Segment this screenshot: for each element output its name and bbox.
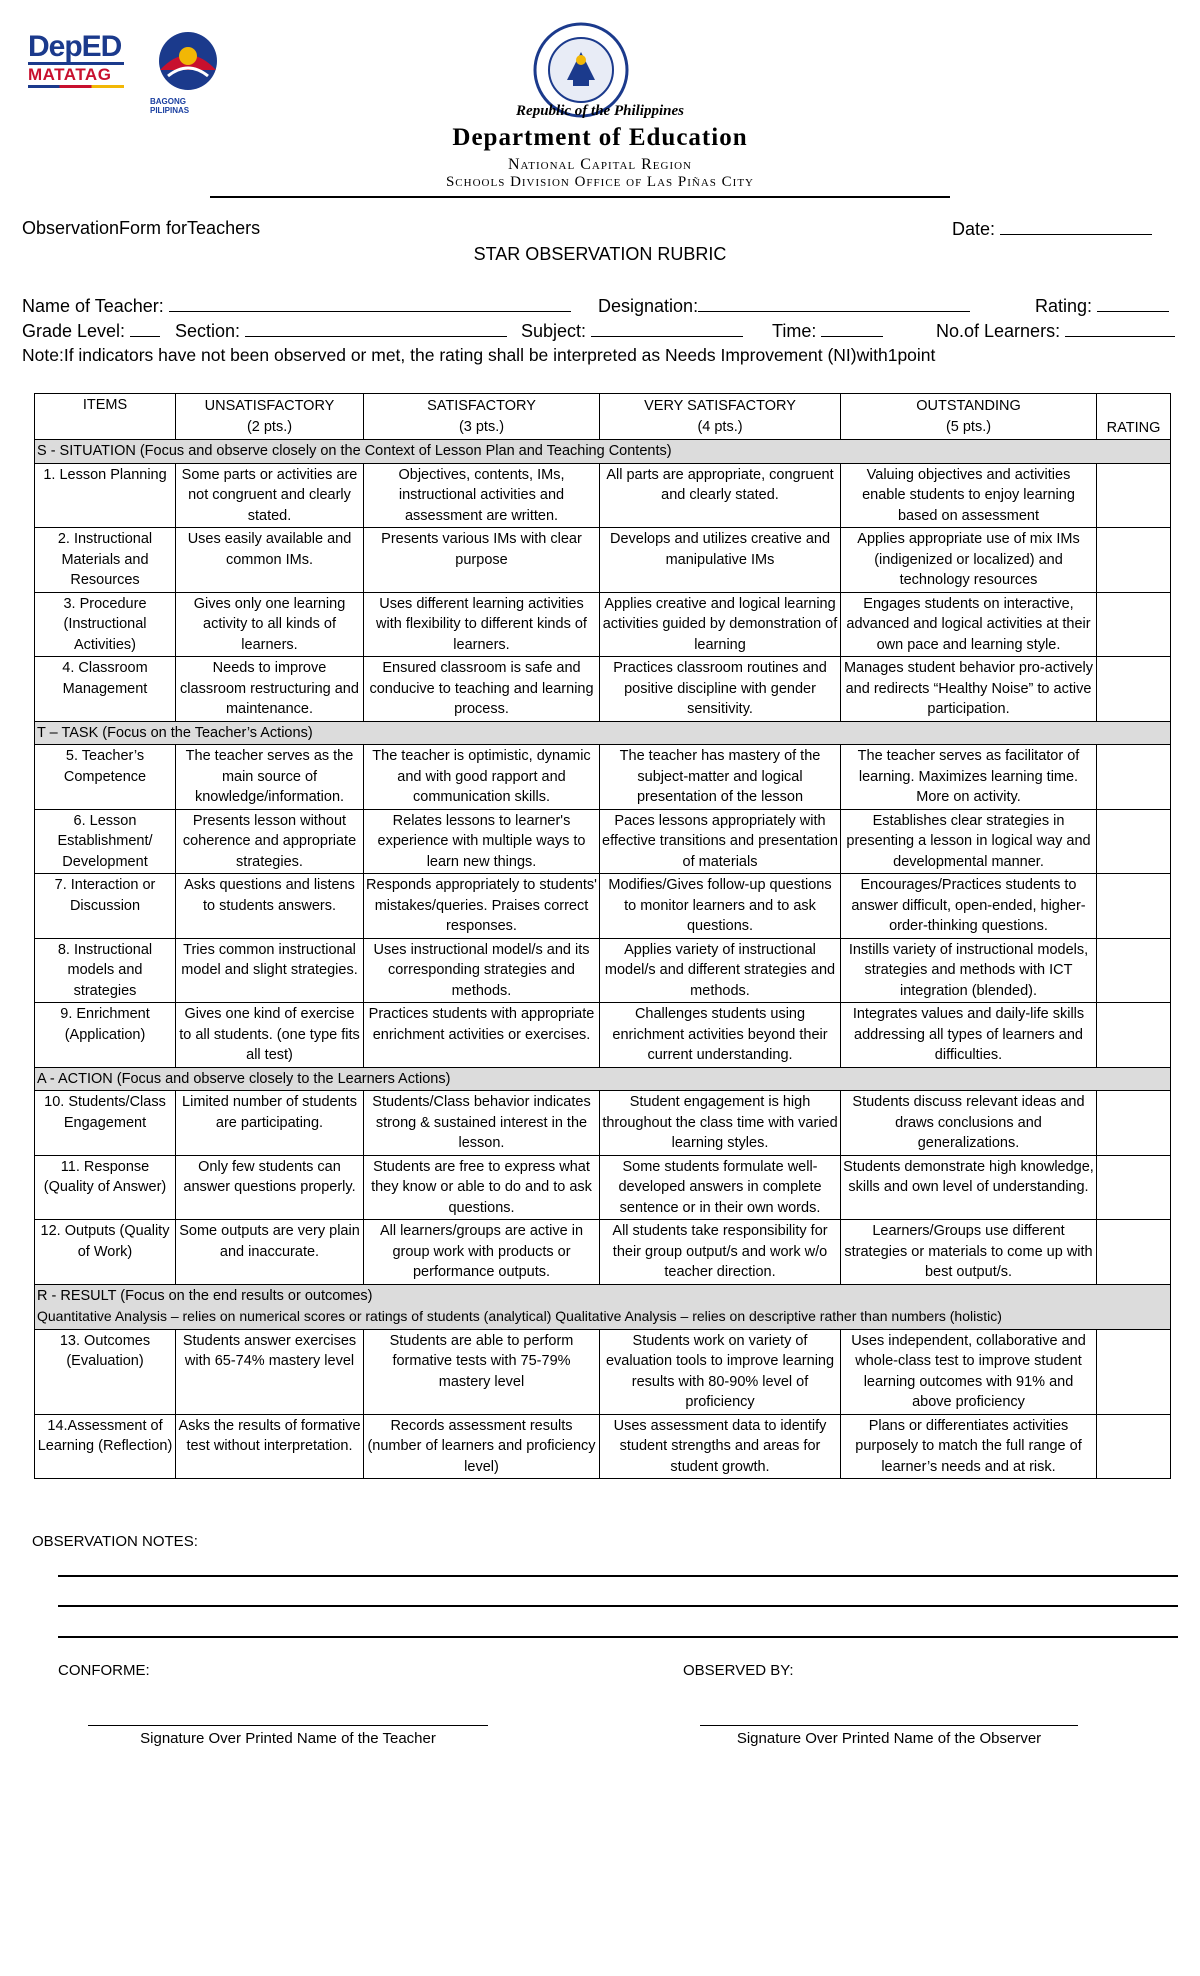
very-satisfactory-cell: Develops and utilizes creative and manipulative IMs — [600, 528, 841, 593]
bagong-pilipinas-emblem-icon — [150, 30, 226, 92]
very-satisfactory-cell: Paces lessons appropriately with effective transitions and presentation of materials — [600, 809, 841, 874]
rating-cell[interactable] — [1097, 1091, 1171, 1156]
unsatisfactory-cell: Asks the results of formative test without interpretation. — [176, 1414, 364, 1479]
very-satisfactory-cell: Challenges students using enrichment activities beyond their current understanding. — [600, 1003, 841, 1068]
header-republic: Republic of the Philippines — [516, 103, 684, 119]
very-satisfactory-cell: All parts are appropriate, congruent and clearly stated. — [600, 463, 841, 528]
satisfactory-cell: Objectives, contents, IMs, instructional activities and assessment are written. — [364, 463, 600, 528]
rating-cell[interactable] — [1097, 1329, 1171, 1414]
rating-cell[interactable] — [1097, 745, 1171, 810]
satisfactory-cell: Presents various IMs with clear purpose — [364, 528, 600, 593]
observer-signature-line[interactable] — [700, 1725, 1078, 1726]
col-header-outstanding: OUTSTANDING (5 pts.) — [841, 394, 1097, 440]
grade-level-blank[interactable] — [130, 320, 160, 337]
outstanding-cell: Valuing objectives and activities enable students to enjoy learning based on assessment — [841, 463, 1097, 528]
deped-logo-text: DepED — [28, 30, 122, 63]
unsatisfactory-cell: The teacher serves as the main source of knowledge/information. — [176, 745, 364, 810]
unsatisfactory-cell: Uses easily available and common IMs. — [176, 528, 364, 593]
teacher-name-label: Name of Teacher: — [22, 296, 164, 316]
header-rule — [210, 196, 950, 198]
matatag-tricolor-bar — [28, 85, 124, 88]
rubric-table — [34, 393, 1171, 1479]
very-satisfactory-cell: Some students formulate well-developed answers in complete sentence or in their own words. — [600, 1155, 841, 1220]
item-cell: 13. Outcomes (Evaluation) — [35, 1329, 176, 1414]
table-row — [35, 874, 1171, 939]
table-row — [35, 528, 1171, 593]
item-cell: 4. Classroom Management — [35, 657, 176, 722]
unsatisfactory-cell: Tries common instructional model and slight strategies. — [176, 938, 364, 1003]
table-row — [35, 657, 1171, 722]
unsatisfactory-cell: Asks questions and listens to students answers. — [176, 874, 364, 939]
section-field[interactable] — [175, 320, 507, 342]
section-result-title: R - RESULT (Focus on the end results or outcomes) — [37, 1287, 373, 1304]
rating-field[interactable] — [1035, 295, 1169, 317]
satisfactory-cell: Students are free to express what they know or able to do and to ask questions. — [364, 1155, 600, 1220]
item-cell: 9. Enrichment (Application) — [35, 1003, 176, 1068]
item-cell: 2. Instructional Materials and Resources — [35, 528, 176, 593]
subject-field[interactable] — [521, 320, 743, 342]
teacher-signature-caption: Signature Over Printed Name of the Teacher — [140, 1730, 436, 1747]
date-field[interactable] — [952, 218, 1152, 240]
unsatisfactory-cell: Only few students can answer questions properly. — [176, 1155, 364, 1220]
rating-cell[interactable] — [1097, 1003, 1171, 1068]
item-cell: 1. Lesson Planning — [35, 463, 176, 528]
learners-blank[interactable] — [1065, 320, 1175, 337]
rating-cell[interactable] — [1097, 809, 1171, 874]
very-satisfactory-cell: The teacher has mastery of the subject-matter and logical presentation of the lesson — [600, 745, 841, 810]
section-row-situation — [35, 440, 1171, 464]
very-satisfactory-cell: Uses assessment data to identify student strengths and areas for student growth. — [600, 1414, 841, 1479]
outstanding-cell: Manages student behavior pro-actively and redirects “Healthy Noise” to active participation. — [841, 657, 1097, 722]
item-cell: 12. Outputs (Quality of Work) — [35, 1220, 176, 1285]
bagong-pilipinas-logo — [150, 30, 226, 115]
observer-signature-caption: Signature Over Printed Name of the Observer — [736, 1730, 1042, 1747]
form-title: ObservationForm forTeachers — [22, 218, 261, 238]
very-satisfactory-cell: All students take responsibility for their group output/s and work w/o teacher direction. — [600, 1220, 841, 1285]
satisfactory-cell: The teacher is optimistic, dynamic and with good rapport and communication skills. — [364, 745, 600, 810]
item-cell: 11. Response (Quality of Answer) — [35, 1155, 176, 1220]
col-header-unsatisfactory: UNSATISFACTORY (2 pts.) — [176, 394, 364, 440]
very-satisfactory-cell: Student engagement is high throughout the class time with varied learning styles. — [600, 1091, 841, 1156]
rating-cell[interactable] — [1097, 657, 1171, 722]
time-blank[interactable] — [821, 320, 883, 337]
notes-line-3[interactable] — [58, 1636, 1178, 1638]
deped-matatag-logo — [28, 30, 158, 98]
table-row — [35, 1155, 1171, 1220]
teacher-name-field[interactable] — [22, 295, 571, 317]
rubric-title: STAR OBSERVATION RUBRIC — [473, 244, 727, 264]
table-row — [35, 1003, 1171, 1068]
section-row-action — [35, 1067, 1171, 1091]
item-cell: 5. Teacher’s Competence — [35, 745, 176, 810]
col-header-satisfactory: SATISFACTORY (3 pts.) — [364, 394, 600, 440]
unsatisfactory-cell: Some parts or activities are not congruent and clearly stated. — [176, 463, 364, 528]
conforme-label: CONFORME: — [58, 1662, 150, 1679]
satisfactory-cell: All learners/groups are active in group work with products or performance outputs. — [364, 1220, 600, 1285]
teacher-signature-line[interactable] — [88, 1725, 488, 1726]
table-row — [35, 1329, 1171, 1414]
table-row — [35, 1091, 1171, 1156]
rating-cell[interactable] — [1097, 1414, 1171, 1479]
rating-cell[interactable] — [1097, 1220, 1171, 1285]
header-region: National Capital Region — [508, 156, 692, 173]
rating-blank[interactable] — [1097, 295, 1169, 312]
outstanding-cell: Students discuss relevant ideas and draws conclusions and generalizations. — [841, 1091, 1097, 1156]
header-department: Department of Education — [452, 124, 748, 151]
section-action: A - ACTION (Focus and observe closely to the Learners Actions) — [35, 1067, 1171, 1091]
learners-label: No.of Learners: — [936, 321, 1061, 341]
item-cell: 8. Instructional models and strategies — [35, 938, 176, 1003]
col-header-very-satisfactory: VERY SATISFACTORY (4 pts.) — [600, 394, 841, 440]
very-satisfactory-cell: Applies variety of instructional model/s and different strategies and methods. — [600, 938, 841, 1003]
item-cell: 3. Procedure (Instructional Activities) — [35, 592, 176, 657]
satisfactory-cell: Records assessment results (number of learners and proficiency level) — [364, 1414, 600, 1479]
table-row — [35, 745, 1171, 810]
bagong-pilipinas-text: BAGONG PILIPINAS — [150, 97, 190, 115]
time-field[interactable] — [772, 320, 883, 342]
designation-blank[interactable] — [698, 295, 970, 312]
outstanding-cell: Plans or differentiates activities purposely to match the full range of learner’s needs and at risk. — [841, 1414, 1097, 1479]
rating-cell[interactable] — [1097, 1155, 1171, 1220]
unsatisfactory-cell: Gives one kind of exercise to all students. (one type fits all test) — [176, 1003, 364, 1068]
section-label: Section: — [175, 321, 241, 341]
very-satisfactory-cell: Modifies/Gives follow-up questions to monitor learners and to ask questions. — [600, 874, 841, 939]
col-header-items: ITEMS — [35, 394, 176, 440]
section-task: T – TASK (Focus on the Teacher’s Actions) — [35, 721, 1171, 745]
observed-by-label: OBSERVED BY: — [683, 1662, 794, 1679]
table-row — [35, 809, 1171, 874]
table-row — [35, 592, 1171, 657]
table-row — [35, 463, 1171, 528]
satisfactory-cell: Uses different learning activities with flexibility to different kinds of learners. — [364, 592, 600, 657]
very-satisfactory-cell: Students work on variety of evaluation tools to improve learning results with 80-90% level of proficiency — [600, 1329, 841, 1414]
satisfactory-cell: Uses instructional model/s and its corresponding strategies and methods. — [364, 938, 600, 1003]
rating-note: Note:If indicators have not been observed or met, the rating shall be interpreted as Needs Improvement (NI)with1point — [22, 345, 936, 365]
section-blank[interactable] — [245, 320, 507, 337]
teacher-name-blank[interactable] — [169, 295, 571, 312]
satisfactory-cell: Practices students with appropriate enrichment activities or exercises. — [364, 1003, 600, 1068]
grade-level-label: Grade Level: — [22, 321, 126, 341]
rating-cell[interactable] — [1097, 463, 1171, 528]
outstanding-cell: Applies appropriate use of mix IMs (indigenized or localized) and technology resources — [841, 528, 1097, 593]
satisfactory-cell: Responds appropriately to students' mistakes/queries. Praises correct responses. — [364, 874, 600, 939]
table-row — [35, 938, 1171, 1003]
unsatisfactory-cell: Students answer exercises with 65-74% mastery level — [176, 1329, 364, 1414]
satisfactory-cell: Students are able to perform formative tests with 75-79% mastery level — [364, 1329, 600, 1414]
date-blank[interactable] — [1000, 218, 1152, 235]
section-row-task — [35, 721, 1171, 745]
unsatisfactory-cell: Limited number of students are participating. — [176, 1091, 364, 1156]
item-cell: 7. Interaction or Discussion — [35, 874, 176, 939]
outstanding-cell: Instills variety of instructional models, strategies and methods with ICT integration (blended). — [841, 938, 1097, 1003]
designation-field[interactable] — [598, 295, 970, 317]
table-row — [35, 1414, 1171, 1479]
table-header-row — [35, 394, 1171, 440]
very-satisfactory-cell: Practices classroom routines and positive discipline with gender sensitivity. — [600, 657, 841, 722]
unsatisfactory-cell: Presents lesson without coherence and appropriate strategies. — [176, 809, 364, 874]
time-label: Time: — [772, 321, 817, 341]
outstanding-cell: The teacher serves as facilitator of learning. Maximizes learning time. More on activity. — [841, 745, 1097, 810]
subject-blank[interactable] — [591, 320, 743, 337]
notes-line-1[interactable] — [58, 1575, 1178, 1577]
subject-label: Subject: — [521, 321, 587, 341]
outstanding-cell: Engages students on interactive, advanced and logical activities at their own pace and learning style. — [841, 592, 1097, 657]
rating-cell[interactable] — [1097, 874, 1171, 939]
very-satisfactory-cell: Applies creative and logical learning activities guided by demonstration of learning — [600, 592, 841, 657]
unsatisfactory-cell: Needs to improve classroom restructuring and maintenance. — [176, 657, 364, 722]
item-cell: 6. Lesson Establishment/ Development — [35, 809, 176, 874]
outstanding-cell: Uses independent, collaborative and whole-class test to improve student learning outcomes with 91% and above proficiency — [841, 1329, 1097, 1414]
rating-cell[interactable] — [1097, 528, 1171, 593]
rating-label: Rating: — [1035, 296, 1093, 316]
item-cell: 14.Assessment of Learning (Reflection) — [35, 1414, 176, 1479]
notes-line-2[interactable] — [58, 1605, 1178, 1607]
section-situation: S - SITUATION (Focus and observe closely on the Context of Lesson Plan and Teaching Contents) — [35, 440, 1171, 464]
outstanding-cell: Learners/Groups use different strategies or materials to come up with best output/s. — [841, 1220, 1097, 1285]
outstanding-cell: Students demonstrate high knowledge, skills and own level of understanding. — [841, 1155, 1097, 1220]
section-row-result — [35, 1284, 1171, 1329]
learners-field[interactable] — [936, 320, 1175, 342]
item-cell: 10. Students/Class Engagement — [35, 1091, 176, 1156]
section-result — [35, 1284, 1171, 1329]
satisfactory-cell: Ensured classroom is safe and conducive to teaching and learning process. — [364, 657, 600, 722]
satisfactory-cell: Relates lessons to learner's experience with multiple ways to learn new things. — [364, 809, 600, 874]
col-header-rating: RATING — [1097, 394, 1171, 440]
outstanding-cell: Establishes clear strategies in presenting a lesson in logical way and developmental manner. — [841, 809, 1097, 874]
grade-level-field[interactable] — [22, 320, 160, 342]
header-division: Schools Division Office of Las Piñas City — [445, 174, 755, 190]
designation-label: Designation: — [598, 296, 699, 316]
matatag-logo-text: MATATAG — [28, 65, 112, 84]
observation-notes-label: OBSERVATION NOTES: — [32, 1533, 198, 1550]
table-row — [35, 1220, 1171, 1285]
unsatisfactory-cell: Some outputs are very plain and inaccurate. — [176, 1220, 364, 1285]
outstanding-cell: Encourages/Practices students to answer difficult, open-ended, higher-order-thinking questions. — [841, 874, 1097, 939]
rating-cell[interactable] — [1097, 592, 1171, 657]
rating-cell[interactable] — [1097, 938, 1171, 1003]
satisfactory-cell: Students/Class behavior indicates strong & sustained interest in the lesson. — [364, 1091, 600, 1156]
outstanding-cell: Integrates values and daily-life skills addressing all types of learners and difficulties. — [841, 1003, 1097, 1068]
section-result-analysis: Quantitative Analysis – relies on numerical scores or ratings of students (analytical) Qualitative Analysis – relies on descriptive rather than numbers (holistic) — [37, 1308, 1002, 1324]
date-label: Date: — [952, 219, 996, 239]
unsatisfactory-cell: Gives only one learning activity to all kinds of learners. — [176, 592, 364, 657]
